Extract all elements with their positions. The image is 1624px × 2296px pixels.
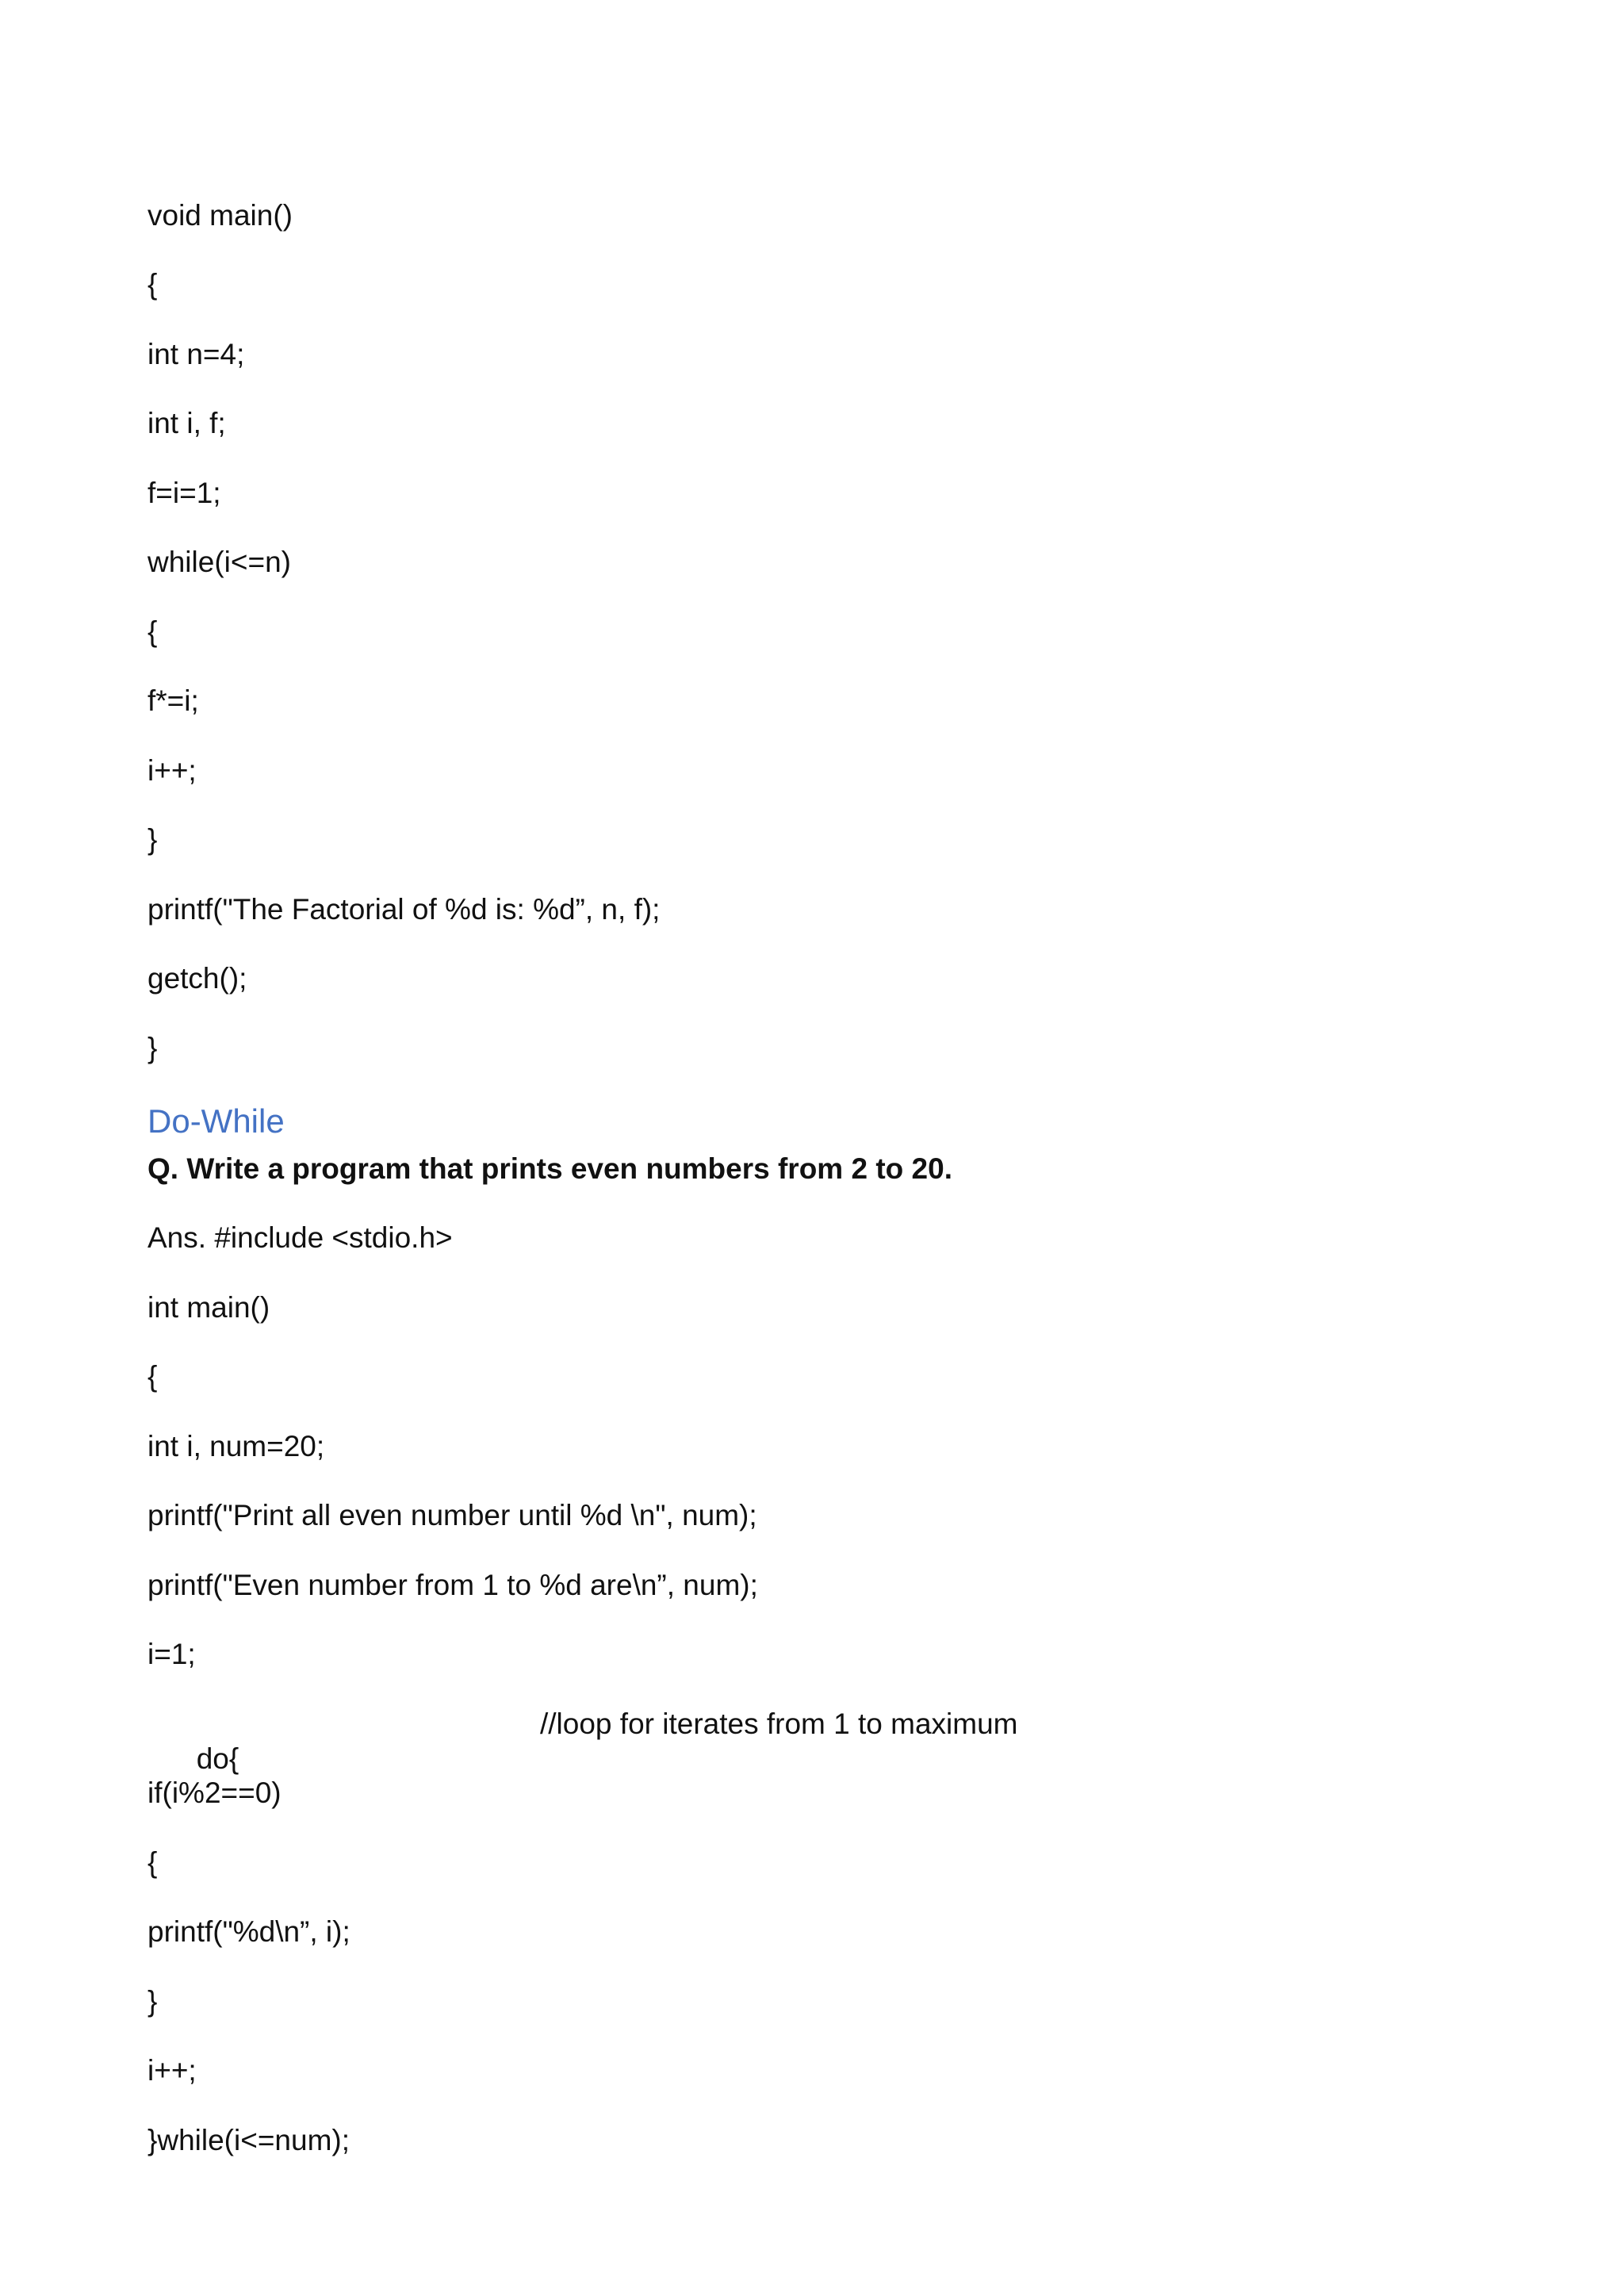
question-text: Q. Write a program that prints even numbers from 2 to 20. bbox=[147, 1152, 952, 1185]
code-line: printf("The Factorial of %d is: %d”, n, f); bbox=[147, 893, 661, 926]
code-line: }while(i<=num); bbox=[147, 2124, 350, 2156]
code-line: { bbox=[147, 1846, 158, 1879]
code-line: int main() bbox=[147, 1291, 270, 1324]
answer-line: Ans. #include <stdio.h> bbox=[147, 1221, 453, 1254]
code-line: getch(); bbox=[147, 962, 247, 995]
code-line: i=1; bbox=[147, 1638, 196, 1670]
code-line: printf("%d\n”, i); bbox=[147, 1915, 350, 1948]
code-line: f*=i; bbox=[147, 684, 199, 717]
code-line: int i, num=20; bbox=[147, 1430, 325, 1462]
code-line: i++; bbox=[147, 2054, 197, 2087]
code-line: while(i<=n) bbox=[147, 546, 291, 578]
section-heading: Do-While bbox=[147, 1102, 285, 1140]
code-line: i++; bbox=[147, 754, 197, 787]
code-line: int i, f; bbox=[147, 407, 226, 439]
code-text: do{ bbox=[196, 1742, 239, 1775]
code-line: } bbox=[147, 1032, 158, 1064]
code-line: } bbox=[147, 823, 158, 856]
code-line-with-comment bbox=[147, 1707, 1337, 1846]
code-line: void main() bbox=[147, 199, 293, 232]
code-line: { bbox=[147, 268, 158, 301]
code-line: printf("Even number from 1 to %d are\n”, num); bbox=[147, 1569, 758, 1601]
code-line: f=i=1; bbox=[147, 477, 221, 509]
code-comment: //loop for iterates from 1 to maximum bbox=[540, 1708, 1018, 1740]
code-line: printf("Print all even number until %d \n", num); bbox=[147, 1499, 757, 1531]
code-line: { bbox=[147, 615, 158, 648]
code-line: } bbox=[147, 1985, 158, 2018]
code-line: { bbox=[147, 1360, 158, 1393]
code-line: int n=4; bbox=[147, 338, 245, 370]
code-line: if(i%2==0) bbox=[147, 1777, 282, 1809]
